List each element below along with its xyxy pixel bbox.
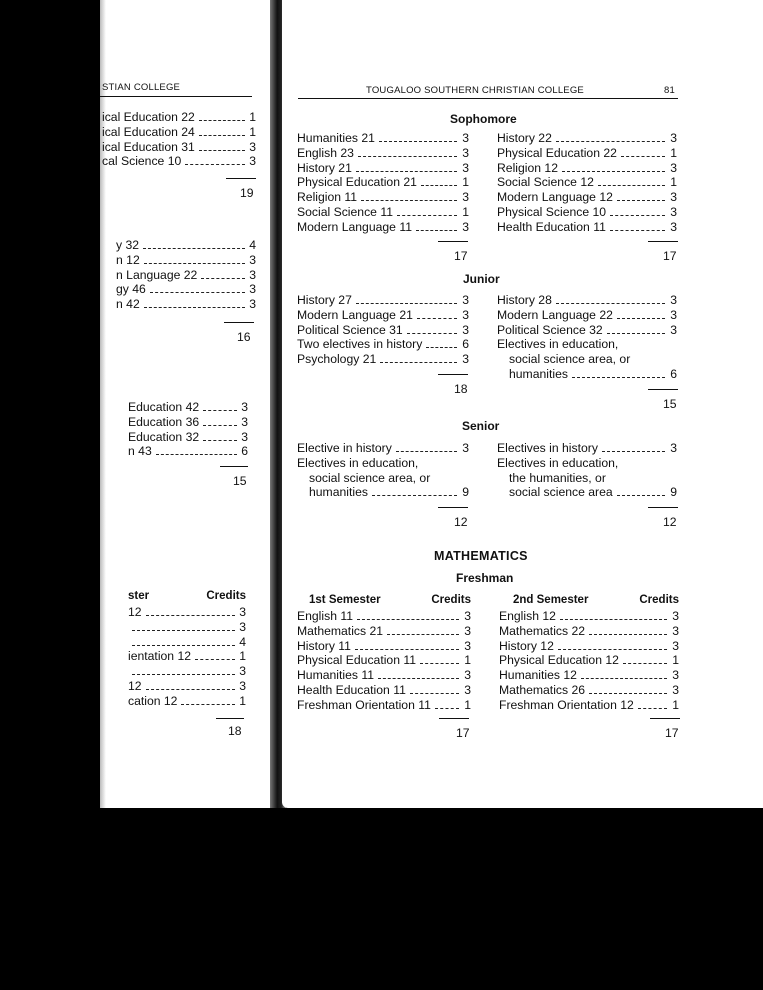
list-item: the humanities, or [509, 470, 606, 485]
list-item: Two electives in history 6 [297, 337, 469, 352]
block-total: 19 [240, 186, 254, 200]
list-item: Mathematics 22 3 [499, 623, 679, 638]
list-item: humanities 6 [509, 366, 677, 381]
total-rule [648, 507, 678, 508]
list-item: n 12 3 [116, 252, 256, 267]
total-rule [438, 374, 468, 375]
list-item: Physical Education 21 1 [297, 175, 469, 190]
block-total: 17 [456, 726, 470, 740]
list-item: Freshman Orientation 11 1 [297, 697, 471, 712]
section-heading-sophomore: Sophomore [450, 112, 517, 126]
list-item: Physical Education 11 1 [297, 653, 471, 668]
list-item: Mathematics 26 3 [499, 682, 679, 697]
list-item: Electives in education, [297, 455, 419, 470]
list-item: Modern Language 11 3 [297, 219, 469, 234]
math-second-semester [499, 594, 679, 713]
senior-first-semester [297, 441, 469, 500]
list-item: Religion 11 3 [297, 190, 469, 205]
total-rule [439, 718, 469, 719]
total-rule [438, 241, 468, 242]
list-item: History 21 3 [297, 160, 469, 175]
left-header-rule [100, 96, 252, 97]
list-item: 3 [128, 620, 246, 635]
list-item: social science area, or [309, 470, 431, 485]
list-item: social science area, or [509, 352, 631, 367]
running-header: TOUGALOO SOUTHERN CHRISTIAN COLLEGE [366, 85, 584, 96]
header-rule [298, 98, 678, 99]
column-header: 1st Semester Credits [309, 594, 471, 606]
list-item: Physical Education 22 1 [497, 145, 677, 160]
total-rule [648, 389, 678, 390]
total-rule [216, 718, 244, 719]
section-heading-junior: Junior [463, 272, 500, 286]
list-item: Political Science 32 3 [497, 322, 677, 337]
list-item: Social Science 11 1 [297, 204, 469, 219]
left-running-header: STIAN COLLEGE [102, 82, 181, 93]
block-total: 17 [454, 249, 468, 263]
list-item: social science area 9 [509, 485, 677, 500]
block-total: 12 [454, 515, 468, 529]
list-item: Physical Science 10 3 [497, 204, 677, 219]
block-total: 17 [663, 249, 677, 263]
list-item: ical Education 31 3 [102, 139, 256, 154]
block-total: 15 [663, 397, 677, 411]
list-item: Mathematics 21 3 [297, 623, 471, 638]
block-total: 18 [228, 724, 242, 738]
left-page [100, 0, 278, 808]
list-item: y 32 4 [116, 238, 256, 252]
list-item: History 22 3 [497, 131, 677, 145]
junior-second-semester [497, 293, 677, 382]
list-item: Humanities 12 3 [499, 668, 679, 683]
list-item: Electives in education, [497, 337, 619, 352]
list-item: Humanities 21 3 [297, 131, 469, 145]
list-item: 12 3 [128, 605, 246, 619]
block-total: 12 [663, 515, 677, 529]
left-block-1 [102, 110, 256, 169]
section-heading-mathematics: MATHEMATICS [434, 549, 528, 563]
list-item: Religion 12 3 [497, 160, 677, 175]
list-item: Humanities 11 3 [297, 668, 471, 683]
list-item: Psychology 21 3 [297, 352, 469, 367]
block-total: 18 [454, 382, 468, 396]
block-total: 15 [233, 474, 247, 488]
list-item: Education 32 3 [128, 429, 248, 444]
list-item: n 42 3 [116, 297, 256, 312]
list-item: ical Education 22 1 [102, 110, 256, 124]
list-item: Health Education 11 3 [297, 682, 471, 697]
list-item: cation 12 1 [128, 693, 246, 708]
senior-second-semester [497, 441, 677, 500]
list-item: Electives in history 3 [497, 441, 677, 455]
sophomore-second-semester [497, 131, 677, 235]
list-item: Health Education 11 3 [497, 219, 677, 234]
list-item: Electives in education, [497, 455, 619, 470]
left-block-4 [128, 590, 246, 709]
list-item: Political Science 31 3 [297, 322, 469, 337]
list-item: Modern Language 22 3 [497, 307, 677, 322]
list-item: 4 [128, 635, 246, 650]
total-rule [650, 718, 680, 719]
list-item: Modern Language 12 3 [497, 190, 677, 205]
junior-first-semester [297, 293, 469, 367]
list-item: Freshman Orientation 12 1 [499, 697, 679, 712]
list-item: History 28 3 [497, 293, 677, 307]
column-header: 2nd Semester Credits [513, 594, 679, 606]
total-rule [438, 507, 468, 508]
left-block-2 [116, 238, 256, 312]
right-page [282, 0, 763, 808]
sophomore-first-semester [297, 131, 469, 235]
list-item: Elective in history 3 [297, 441, 469, 455]
list-item: Modern Language 21 3 [297, 307, 469, 322]
list-item: 12 3 [128, 678, 246, 693]
list-item: Education 36 3 [128, 414, 248, 429]
list-item: English 11 3 [297, 609, 471, 623]
math-first-semester [297, 594, 471, 713]
list-item: cal Science 10 3 [102, 154, 256, 169]
left-block-3 [128, 400, 248, 459]
total-rule [226, 178, 256, 179]
list-item: History 12 3 [499, 638, 679, 653]
list-item: ical Education 24 1 [102, 124, 256, 139]
list-item: English 12 3 [499, 609, 679, 623]
page-number: 81 [664, 85, 675, 96]
list-item: gy 46 3 [116, 282, 256, 297]
total-rule [220, 466, 248, 467]
section-heading-senior: Senior [462, 419, 500, 433]
list-item: Education 42 3 [128, 400, 248, 414]
list-item: History 11 3 [297, 638, 471, 653]
total-rule [224, 322, 254, 323]
block-total: 16 [237, 330, 251, 344]
list-item: Physical Education 12 1 [499, 653, 679, 668]
list-item: English 23 3 [297, 145, 469, 160]
block-total: 17 [665, 726, 679, 740]
list-item: 3 [128, 664, 246, 679]
list-item: History 27 3 [297, 293, 469, 307]
column-header: ster Credits [128, 590, 246, 602]
list-item: ientation 12 1 [128, 649, 246, 664]
total-rule [648, 241, 678, 242]
list-item: humanities 9 [309, 485, 469, 500]
list-item: Social Science 12 1 [497, 175, 677, 190]
list-item: n 43 6 [128, 444, 248, 459]
section-heading-freshman: Freshman [456, 571, 514, 585]
list-item: n Language 22 3 [116, 267, 256, 282]
